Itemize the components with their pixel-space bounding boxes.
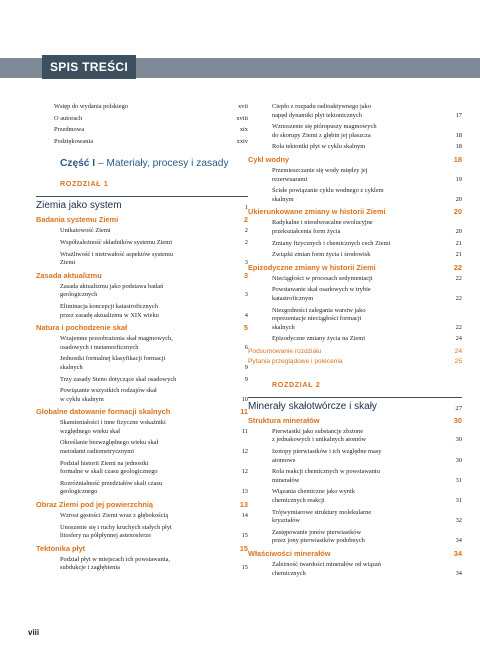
- section-title: Tektonika płyt: [36, 543, 86, 553]
- entry-title: [248, 286, 456, 303]
- entry-page: 18: [455, 143, 462, 151]
- entry-title-line: Wznoszenie się pióropuszy magmowych: [272, 123, 377, 131]
- entry-title: [36, 283, 245, 300]
- entry-title-line: skalnym: [272, 195, 294, 203]
- entry-page: 19: [455, 175, 462, 183]
- entry-title: [248, 428, 456, 445]
- entry-title-line: Rola reakcji chemicznych w powstawaniu: [272, 468, 380, 476]
- toc-entry[interactable]: [36, 376, 248, 385]
- entry-page: 17: [455, 111, 462, 119]
- entry-title-line: napęd dynamiki płyt tektonicznych: [272, 111, 362, 119]
- entry-title: [36, 355, 245, 372]
- toc-entry[interactable]: [36, 103, 248, 112]
- summary-link[interactable]: [248, 347, 462, 356]
- entry-title-line: Ciepło z rozpadu radioaktywnego jako: [272, 103, 372, 110]
- chapter-page: 1: [244, 204, 248, 212]
- part-title: – Materiały, procesy i zasady: [95, 158, 229, 170]
- summary-page: 25: [454, 357, 462, 365]
- entry-title-line: chemicznych: [272, 569, 306, 577]
- section-page: 3: [243, 270, 248, 280]
- section-title: Epizodyczne zmiany w historii Ziemi: [248, 262, 376, 272]
- toc-entry[interactable]: [36, 239, 248, 248]
- entry-page: 22: [455, 294, 462, 302]
- entry-title-line: Niezgodności zalegania warstw jako: [272, 306, 366, 314]
- entry-title-line: w cyklu skalnym: [60, 395, 104, 403]
- toc-entry[interactable]: [248, 468, 462, 485]
- entry-title-line: Powstawanie skał osadowych w trybie: [272, 286, 371, 294]
- entry-title-line: Eliminacja koncepcji katastroficznych: [60, 302, 158, 310]
- entry-title-line: Związki zmian form życia i środowisk: [272, 251, 371, 259]
- toc-entry[interactable]: [248, 307, 462, 333]
- entry-page: 14: [241, 512, 248, 520]
- toc-entry[interactable]: [248, 187, 462, 204]
- toc-entry[interactable]: [36, 115, 248, 124]
- entry-page: 15: [241, 532, 248, 540]
- entry-page: 30: [455, 436, 462, 444]
- entry-title: [36, 376, 245, 385]
- entry-title: [248, 488, 456, 505]
- entry-page: 24: [455, 335, 462, 343]
- toc-entry[interactable]: [36, 524, 248, 541]
- entry-title-line: Zmiany fizycznych i chemicznych cech Ziemi: [272, 239, 391, 247]
- entry-title-line: Nieciągłości w procesach sedymentacji: [272, 274, 373, 282]
- entry-page: 10: [241, 395, 248, 403]
- entry-title: [36, 239, 245, 248]
- section-title: Obraz Ziemi pod jej powierzchnią: [36, 500, 154, 510]
- entry-page: 9: [244, 375, 248, 383]
- chapter-1-continued: [248, 103, 462, 152]
- toc-left-column: [36, 103, 248, 576]
- entry-title: [248, 240, 456, 249]
- entry-title-line: Współzależność składników systemu Ziemi: [60, 238, 172, 246]
- entry-page: 12: [241, 448, 248, 456]
- entry-page: 31: [455, 497, 462, 505]
- entry-title-line: Podział historii Ziemi na jednostki: [60, 459, 149, 467]
- entry-title-line: katastroficznym: [272, 294, 314, 302]
- entry-title-line: Przemieszczanie się wody między jej: [272, 166, 368, 174]
- section-page: 34: [453, 549, 462, 558]
- toc-entry[interactable]: [248, 448, 462, 465]
- entry-title-line: Wzajemne przeobrażenia skał magmowych,: [60, 335, 173, 343]
- section-title: Właściwości minerałów: [248, 549, 331, 558]
- entry-page: 34: [455, 537, 462, 545]
- entry-page: 11: [241, 427, 248, 435]
- chapter-2-label: ROZDZIAŁ 2: [272, 379, 321, 389]
- entry-title-line: z jednakowych i unikalnych atomów: [272, 436, 367, 444]
- section-page: 11: [240, 407, 248, 417]
- entry-title: [36, 251, 245, 268]
- entry-title-line: Zastępowanie jonów pierwiastków: [272, 528, 362, 536]
- entry-title-line: skalnych: [60, 363, 83, 371]
- entry-title-line: przez jony pierwiastków podobnych: [272, 537, 365, 545]
- entry-title: [248, 251, 456, 260]
- entry-title: Podziękowania: [54, 137, 94, 145]
- section-heading[interactable]: [248, 207, 462, 217]
- entry-title-line: do skorupy Ziemi z głębin jej płaszcza: [272, 131, 371, 139]
- entry-title: [248, 307, 456, 333]
- entry-title: [36, 480, 242, 497]
- entry-title: [248, 143, 456, 152]
- entry-title-line: kryształów: [272, 517, 301, 525]
- entry-page: xvii: [238, 103, 248, 110]
- entry-title-line: Powiązanie wszystkich rodzajów skał: [60, 387, 157, 395]
- toc-entry[interactable]: [248, 509, 462, 526]
- entry-page: 21: [455, 239, 462, 247]
- entry-title: [248, 529, 456, 546]
- entry-title-line: Określanie bezwzględnego wieku skał: [60, 439, 159, 447]
- section-title: Badania systemu Ziemi: [36, 215, 119, 225]
- entry-title-line: Rozróżnialność przedziałów skali czasu: [60, 479, 163, 487]
- section-page: 5: [243, 323, 248, 333]
- entry-title: [248, 219, 456, 236]
- entry-title: [36, 335, 245, 352]
- entry-title-line: Wzrost gęstości Ziemi wraz z głębokością: [60, 512, 169, 520]
- entry-title-line: reprezentacje nieciągłości formacji: [272, 315, 362, 323]
- entry-title-line: przez zasadę aktualizmu w XIX wieku: [60, 311, 159, 319]
- toc-entry[interactable]: [36, 355, 248, 372]
- entry-title: [248, 187, 456, 204]
- toc-title: SPIS TREŚCI: [42, 55, 136, 79]
- entry-title: [36, 227, 245, 236]
- entry-title-line: osadowych i metamorficznych: [60, 343, 139, 351]
- toc-entry[interactable]: [248, 167, 462, 184]
- section-heading[interactable]: [36, 215, 248, 225]
- entry-title-line: Jednostki formalnej klasyfikacji formacji: [60, 355, 166, 363]
- entry-page: 13: [241, 488, 248, 496]
- entry-title: Przedmowa: [54, 126, 85, 134]
- entry-page: 2: [244, 227, 248, 235]
- chapter-1-heading[interactable]: [36, 196, 248, 211]
- entry-title: [36, 419, 242, 436]
- section-heading[interactable]: [36, 271, 248, 281]
- entry-title-line: geologicznego: [60, 488, 98, 496]
- entry-title-line: Podział płyt w miejscach ich powstawania,: [60, 555, 171, 563]
- entry-title-line: Unoszenie się i ruchy kruchych stałych płyt: [60, 523, 172, 531]
- section-title: Natura i pochodzenie skał: [36, 323, 128, 333]
- section-title: Ukierunkowane zmiany w historii Ziemi: [248, 207, 386, 217]
- section-page: 2: [243, 215, 248, 225]
- entry-title: [248, 335, 456, 344]
- front-matter: [36, 103, 248, 146]
- section-title: Struktura minerałów: [248, 415, 320, 425]
- entry-title: [248, 103, 456, 120]
- entry-title: [248, 561, 456, 578]
- entry-title-line: Radykalne i nieodwracalne ewolucyjne: [272, 219, 373, 227]
- entry-title: [36, 387, 242, 404]
- entry-title: [36, 303, 245, 320]
- entry-title-line: Wrażliwość i nietrwałość aspektów systemu: [60, 250, 173, 258]
- entry-title-line: Ścisłe powiązanie cyklu wodnego z cyklem: [272, 187, 384, 195]
- entry-page: 34: [455, 569, 462, 577]
- entry-page: 22: [455, 323, 462, 331]
- toc-entry[interactable]: [248, 240, 462, 249]
- entry-page: 32: [455, 517, 462, 525]
- entry-title-line: Pierwiastki jako substancje złożone: [272, 427, 364, 435]
- toc-entry[interactable]: [36, 138, 248, 147]
- toc-entry[interactable]: [36, 512, 248, 521]
- section-heading[interactable]: [36, 407, 248, 417]
- entry-page: 6: [244, 343, 248, 351]
- section-title: Globalne datowanie formacji skalnych: [36, 407, 171, 417]
- toc-entry[interactable]: [36, 251, 248, 268]
- section-heading[interactable]: [248, 263, 462, 273]
- entry-title-line: Unikatowość Ziemi: [60, 227, 111, 235]
- entry-title-line: minerałów: [272, 476, 300, 484]
- entry-title: [36, 439, 242, 456]
- toc-entry[interactable]: [248, 529, 462, 546]
- chapter-title: Ziemia jako system: [36, 200, 122, 212]
- entry-title-line: Trójwymiarowe struktury molekularne: [272, 508, 372, 516]
- entry-page: 12: [241, 468, 248, 476]
- toc-entry[interactable]: [36, 303, 248, 320]
- section-page: 13: [239, 500, 248, 510]
- section-page: 18: [453, 154, 462, 164]
- toc-entry[interactable]: [36, 335, 248, 352]
- summary-title: Pytania przeglądowe i polecenia: [248, 357, 343, 365]
- section-page: 15: [239, 543, 248, 553]
- entry-title-line: chemicznych reakcji: [272, 497, 325, 505]
- entry-title-line: formalne w skali czasu geologicznego: [60, 468, 158, 476]
- part-heading: [60, 158, 248, 169]
- summary-link[interactable]: [248, 357, 462, 366]
- entry-page: 9: [244, 363, 248, 371]
- toc-entry[interactable]: [248, 123, 462, 140]
- entry-title: [248, 123, 456, 140]
- entry-title: [36, 556, 242, 573]
- chapter-page: 27: [455, 404, 462, 412]
- toc-entry[interactable]: [248, 335, 462, 344]
- chapter-2-sections: [248, 416, 462, 578]
- toc-entry[interactable]: [248, 251, 462, 260]
- section-heading[interactable]: [36, 500, 248, 510]
- entry-title-line: Zależność twardości minerałów od wiązań: [272, 561, 381, 568]
- toc-entry[interactable]: [36, 387, 248, 404]
- entry-title-line: geologicznych: [60, 291, 98, 299]
- toc-entry[interactable]: [248, 143, 462, 152]
- entry-title-line: atomowe: [272, 456, 296, 464]
- entry-title: [36, 524, 242, 541]
- summary-page: 24: [454, 347, 462, 355]
- toc-entry[interactable]: [248, 488, 462, 505]
- part-label: Część I: [60, 158, 96, 170]
- entry-page: 30: [455, 456, 462, 464]
- entry-title-line: przekształcenia form życia: [272, 227, 341, 235]
- toc-entry[interactable]: [36, 419, 248, 436]
- entry-title: [248, 167, 456, 184]
- toc-right-column: [248, 103, 462, 581]
- section-heading[interactable]: [248, 416, 462, 426]
- entry-page: xviii: [236, 114, 248, 122]
- entry-title-line: względnego wieku skał: [60, 427, 120, 435]
- toc-entry[interactable]: [36, 126, 248, 135]
- toc-entry[interactable]: [36, 556, 248, 573]
- section-title: Cykl wodny: [248, 154, 290, 164]
- entry-title: [36, 512, 242, 521]
- entry-title-line: Epizodyczne zmiany życia na Ziemi: [272, 335, 365, 343]
- chapter-1-summary-links: [248, 347, 462, 366]
- toc-entry[interactable]: [248, 286, 462, 303]
- entry-page: 18: [455, 131, 462, 139]
- entry-title-line: metodami radiometrycznymi: [60, 448, 135, 456]
- entry-title-line: Skamieniałości i inne fizyczne wskaźniki: [60, 419, 166, 427]
- entry-title: [248, 448, 456, 465]
- entry-title-line: Izotopy pierwiastków i ich względne masy: [272, 448, 382, 456]
- section-page: 22: [453, 262, 462, 272]
- entry-page: xix: [239, 126, 248, 134]
- entry-title-line: Ziemi: [60, 259, 76, 267]
- entry-title: [36, 460, 242, 477]
- entry-page: 2: [244, 238, 248, 246]
- entry-page: 3: [244, 259, 248, 267]
- toc-entry[interactable]: [36, 227, 248, 236]
- entry-page: 21: [455, 251, 462, 259]
- page-number: viii: [28, 628, 40, 637]
- toc-entry[interactable]: [248, 428, 462, 445]
- toc-entry[interactable]: [36, 460, 248, 477]
- chapter-1-sections-continued: [248, 155, 462, 344]
- entry-title: [248, 275, 456, 284]
- toc-entry[interactable]: [36, 439, 248, 456]
- toc-entry[interactable]: [248, 275, 462, 284]
- toc-entry[interactable]: [248, 561, 462, 578]
- section-heading[interactable]: [248, 155, 462, 165]
- summary-title: Podsumowanie rozdziału: [248, 347, 322, 355]
- toc-entry[interactable]: [36, 283, 248, 300]
- entry-title-line: Rola tektoniki płyt w cyklu skalnym: [272, 143, 366, 151]
- chapter-1-sections: [36, 215, 248, 573]
- entry-title: [248, 468, 456, 485]
- section-heading[interactable]: [36, 544, 248, 554]
- section-heading[interactable]: [248, 549, 462, 559]
- entry-title: Wstęp do wydania polskiego: [54, 103, 129, 110]
- entry-title: [248, 509, 456, 526]
- entry-title-line: Zasada aktualizmu jako podstawa badań: [60, 282, 164, 290]
- toc-entry[interactable]: [36, 480, 248, 497]
- section-page: 20: [453, 207, 462, 217]
- section-heading[interactable]: [36, 323, 248, 333]
- entry-title-line: rezerwuarami: [272, 175, 308, 183]
- toc-entry[interactable]: [248, 219, 462, 236]
- section-title: Zasada aktualizmu: [36, 270, 102, 280]
- entry-page: 15: [241, 564, 248, 572]
- entry-page: 20: [455, 195, 462, 203]
- entry-title-line: skalnych: [272, 323, 295, 331]
- entry-title-line: Trzy zasady Steno dotyczące skał osadowych: [60, 375, 177, 383]
- toc-entry[interactable]: [248, 103, 462, 120]
- section-page: 30: [453, 415, 462, 425]
- chapter-title: Minerały skałotwórcze i skały: [248, 400, 377, 412]
- entry-page: 31: [455, 476, 462, 484]
- chapter-1-label: ROZDZIAŁ 1: [60, 179, 109, 189]
- chapter-2-heading[interactable]: [248, 397, 462, 412]
- entry-title: O autorach: [54, 114, 83, 122]
- entry-title-line: Wiązania chemiczne jako wynik: [272, 488, 355, 496]
- entry-title-line: subdukcje i zagłębienia: [60, 564, 120, 572]
- entry-page: 4: [244, 311, 248, 319]
- entry-page: xxiv: [236, 137, 248, 145]
- entry-page: 22: [455, 274, 462, 282]
- entry-title-line: litosfery na półpłynnej astenosferze: [60, 532, 152, 540]
- entry-page: 20: [455, 227, 462, 235]
- entry-page: 3: [244, 291, 248, 299]
